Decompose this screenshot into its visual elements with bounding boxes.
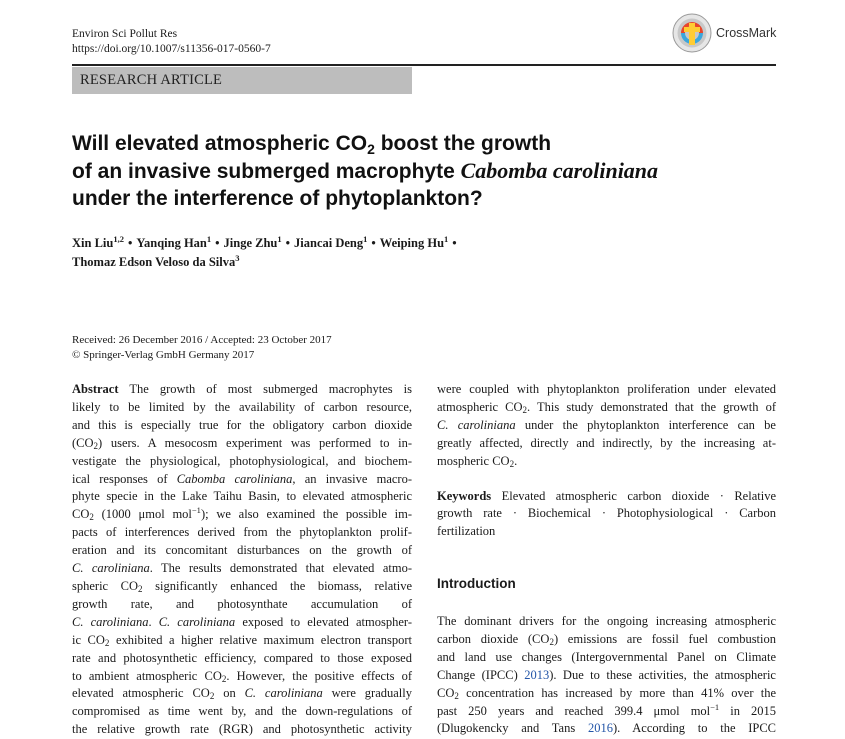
crossmark-label: CrossMark <box>716 26 777 40</box>
author-separator: • <box>215 236 220 250</box>
abstract-line: $CO_2$ (1000 μmol mol$^{-1}$); we also examined the possible im- <box>72 505 412 523</box>
abstract-line: pacts of interferences derived from the phytoplankton prolif- <box>72 525 412 540</box>
abstract-line: growth rate, and photosynthate accumulation of <box>72 596 412 611</box>
introduction-body <box>437 613 776 738</box>
abstract-line: C. caroliniana. C. caroliniana exposed to elevated atmospher- <box>72 614 412 629</box>
abstract-line: were coupled with phytoplankton proliferation under elevated <box>437 382 776 396</box>
abstract-line: compromised as time went by, and the down-regulations of <box>72 704 412 719</box>
crossmark-icon <box>672 13 712 53</box>
keywords <box>437 488 776 542</box>
intro-line: carbon dioxide $(CO_2)$ emissions are fossil fuel combustion <box>437 631 777 647</box>
header-rule <box>72 64 776 66</box>
abstract-line: eration and its concomitant disturbances on the growth of <box>72 543 412 558</box>
abstract-line: greatly affected, directly and indirectly, by the increasing at- <box>437 435 776 450</box>
abstract-line: C. caroliniana under the phytoplankton interference can be <box>437 417 776 432</box>
author-separator: • <box>285 236 291 250</box>
abstract-column <box>72 381 412 739</box>
keywords-line: growth rate · Biochemical · Photophysiological · Carbon <box>437 506 776 521</box>
abstract-line: spheric $CO_2$ significantly enhanced the biomass, relative <box>72 578 412 594</box>
abstract-line: rate and photosynthetic efficiency, compared to those exposed <box>72 650 412 665</box>
abstract-line: mospheric $CO_2$. <box>437 453 518 469</box>
received-accepted: Received: 26 December 2016 / Accepted: 23 October 2017 <box>72 334 332 346</box>
citation-link[interactable]: 2016 <box>587 721 613 736</box>
abstract-line: atmospheric $CO_2$. This study demonstrated that the growth of <box>437 399 776 415</box>
introduction-heading: Introduction <box>437 576 516 591</box>
doi-link[interactable]: https://doi.org/10.1007/s11356-017-0560-7 <box>72 43 271 55</box>
intro-line: $CO_2$ concentration has increased by more than 41% over the <box>437 685 776 701</box>
crossmark-badge[interactable] <box>672 13 782 57</box>
keywords-line: fertilization <box>437 524 496 539</box>
right-column <box>437 381 776 541</box>
intro-line: (Dlugokencky and Tans 2016). According to the IPCC <box>437 721 777 736</box>
author-separator: • <box>371 236 376 250</box>
article-title <box>72 130 772 212</box>
abstract-line: Abstract The growth of most submerged macrophytes is <box>72 382 412 396</box>
keywords-line: Keywords Elevated atmospheric carbon dioxide · Relative <box>437 488 776 503</box>
abstract-line: elevated atmospheric $CO_2$ on C. caroliniana were gradually <box>72 686 412 702</box>
author-separator: • <box>452 236 457 250</box>
abstract-line: to ambient atmospheric $CO_2$. However, the positive effects of <box>72 668 412 684</box>
author-name[interactable]: Xin Liu <box>72 236 114 250</box>
article-type-banner <box>72 67 412 94</box>
author-affiliation: 1 <box>363 233 368 244</box>
abstract-line: ic $CO_2$ exhibited a higher relative maximum electron transport <box>72 632 412 648</box>
copyright-notice: © Springer-Verlag GmbH Germany 2017 <box>72 349 255 361</box>
author-affiliation: 1 <box>277 233 282 244</box>
author-name[interactable]: Yanqing Han <box>136 236 207 250</box>
intro-line: Change (IPCC) 2013). Due to these activities, the atmospheric <box>437 667 776 682</box>
abstract-label: Abstract <box>72 382 119 396</box>
article-type-label: RESEARCH ARTICLE <box>80 72 223 88</box>
abstract-line: $(CO_2)$ users. A mesocosm experiment was performed to in- <box>72 435 412 451</box>
title-line-1: Will elevated atmospheric $CO_2$ boost the growth <box>72 132 552 157</box>
abstract-line: ical responses of Cabomba caroliniana, an invasive macro- <box>72 471 412 486</box>
abstract-line: phyte specie in the Lake Taihu Basin, to elevated atmospheric <box>72 489 412 504</box>
intro-line: and land use changes (Intergovernmental Panel on Climate <box>437 649 776 664</box>
abstract-line: likely to be limited by the availability of carbon resource, <box>72 399 412 414</box>
author-affiliation: 1,2 <box>113 233 124 244</box>
abstract-line: vestigate the physiological, photophysiological, and biochem- <box>72 453 412 468</box>
abstract-line: C. caroliniana. The results demonstrated that elevated atmo- <box>72 561 412 576</box>
abstract-line: and this is especially true for the obligatory carbon dioxide <box>72 417 412 432</box>
author-name[interactable]: Thomaz Edson Veloso da Silva <box>72 255 236 269</box>
article-dates <box>72 333 332 363</box>
keywords-label: Keywords <box>437 488 492 503</box>
title-line-3: under the interference of phytoplankton? <box>72 187 483 210</box>
abstract-continued <box>437 381 776 471</box>
intro-line: past 250 years and reached 399.4 μmol mol$^{-1}$ in 2015 <box>437 701 776 718</box>
author-list <box>72 234 772 272</box>
author-name[interactable]: Jinge Zhu <box>223 236 278 250</box>
abstract-line: the relative growth rate (RGR) and photosynthetic activity <box>72 722 412 737</box>
author-name[interactable]: Jiancai Deng <box>294 236 364 250</box>
author-separator: • <box>127 236 133 250</box>
author-affiliation: 1 <box>444 233 449 244</box>
citation-link[interactable]: 2013 <box>524 667 550 682</box>
title-line-2: of an invasive submerged macrophyte Cabomba caroliniana <box>72 158 659 183</box>
intro-line: The dominant drivers for the ongoing increasing atmospheric <box>437 614 776 628</box>
author-affiliation: 1 <box>206 233 212 244</box>
author-affiliation: 3 <box>235 252 240 263</box>
journal-name: Environ Sci Pollut Res <box>72 28 178 40</box>
author-name[interactable]: Weiping Hu <box>379 236 445 250</box>
